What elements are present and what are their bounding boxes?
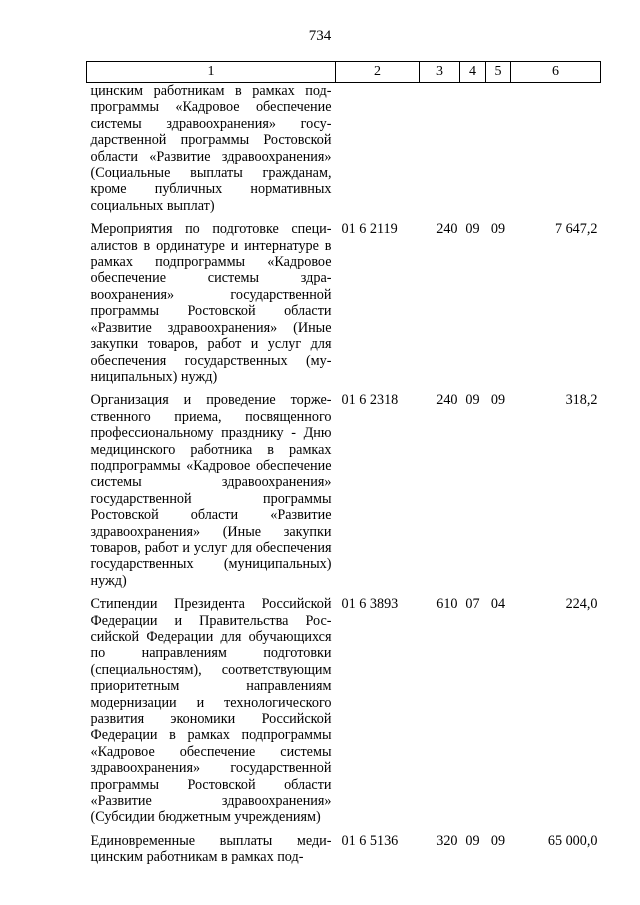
row-amount: 7 647,2 [554, 221, 598, 238]
header-col-4: 4 [460, 62, 486, 83]
page-number: 734 [308, 28, 332, 44]
budget-table [86, 61, 601, 866]
row-amount: 224,0 [565, 596, 598, 613]
header-col-6: 6 [511, 62, 601, 83]
row-code [336, 83, 420, 222]
row-expense-type: 320 [436, 832, 458, 849]
table-row [87, 221, 601, 392]
row-section: 09 [465, 832, 480, 849]
table-row [87, 596, 601, 833]
row-code: 01 6 2318 [341, 392, 399, 409]
row-section [460, 83, 486, 222]
row-subsection: 09 [490, 221, 506, 238]
row-subsection: 04 [490, 596, 506, 613]
row-amount [511, 83, 601, 222]
row-expense-type [420, 83, 460, 222]
row-expense-type: 240 [436, 221, 458, 238]
row-code: 01 6 2119 [341, 221, 398, 238]
header-col-1: 1 [87, 62, 336, 83]
header-col-5: 5 [486, 62, 511, 83]
row-name: цинским работникам в рамках подпрограммы «Кадровое обеспечение системы здравоохранения» государственной программы Ростовской области «Развитие здравоохранения» (Социальные выплаты гражданам, кроме публичных нормативных социальных выплат) [90, 83, 332, 214]
table-row [87, 833, 601, 866]
row-subsection [486, 83, 511, 222]
header-col-3: 3 [420, 62, 460, 83]
row-section: 09 [465, 221, 480, 238]
table-body [87, 83, 601, 866]
row-subsection: 09 [490, 832, 506, 849]
row-amount: 65 000,0 [547, 832, 598, 849]
row-expense-type: 610 [436, 596, 458, 613]
header-row [87, 62, 601, 83]
row-amount: 318,2 [565, 392, 598, 409]
row-expense-type: 240 [436, 392, 458, 409]
table-header [87, 62, 601, 83]
row-code: 01 6 5136 [341, 832, 399, 849]
row-section: 07 [465, 596, 480, 613]
row-name: Мероприятия по подготовке специалистов в ординатуре и интернатуре в рамках подпрограммы «Кадровое обеспечение системы здравоохранения» государственной программы Ростовской области «Развитие здравоохранения» (Иные закупки товаров, работ и услуг для обеспечения государственных (муниципальных) нужд) [90, 221, 332, 385]
row-subsection: 09 [490, 392, 506, 409]
header-col-2: 2 [336, 62, 420, 83]
table-row [87, 392, 601, 596]
row-section: 09 [465, 392, 480, 409]
row-code: 01 6 3893 [341, 596, 399, 613]
row-name: Единовременные выплаты медицинским работникам в рамках под- [90, 832, 332, 866]
table-row [87, 83, 601, 222]
row-name: Стипендии Президента Российской Федерации и Правительства Российской Федерации для обучающихся по направлениям подготовки (специальностям), соответствующим приоритетным направлениям модернизации и технологического развития экономики Российской Федерации в рамках подпрограммы «Кадровое обеспечение системы здравоохранения» государственной программы Ростовской области «Развитие здравоохранения» (Субсидии бюджетным учреждениям) [90, 596, 332, 826]
row-name: Организация и проведение торжественного приема, посвященного профессиональному празднику - Дню медицинского работника в рамках подпрограммы «Кадровое обеспечение системы здравоохранения» государственной программы Ростовской области «Развитие здравоохранения» (Иные закупки товаров, работ и услуг для обеспечения государственных (муниципальных) нужд) [90, 392, 332, 589]
